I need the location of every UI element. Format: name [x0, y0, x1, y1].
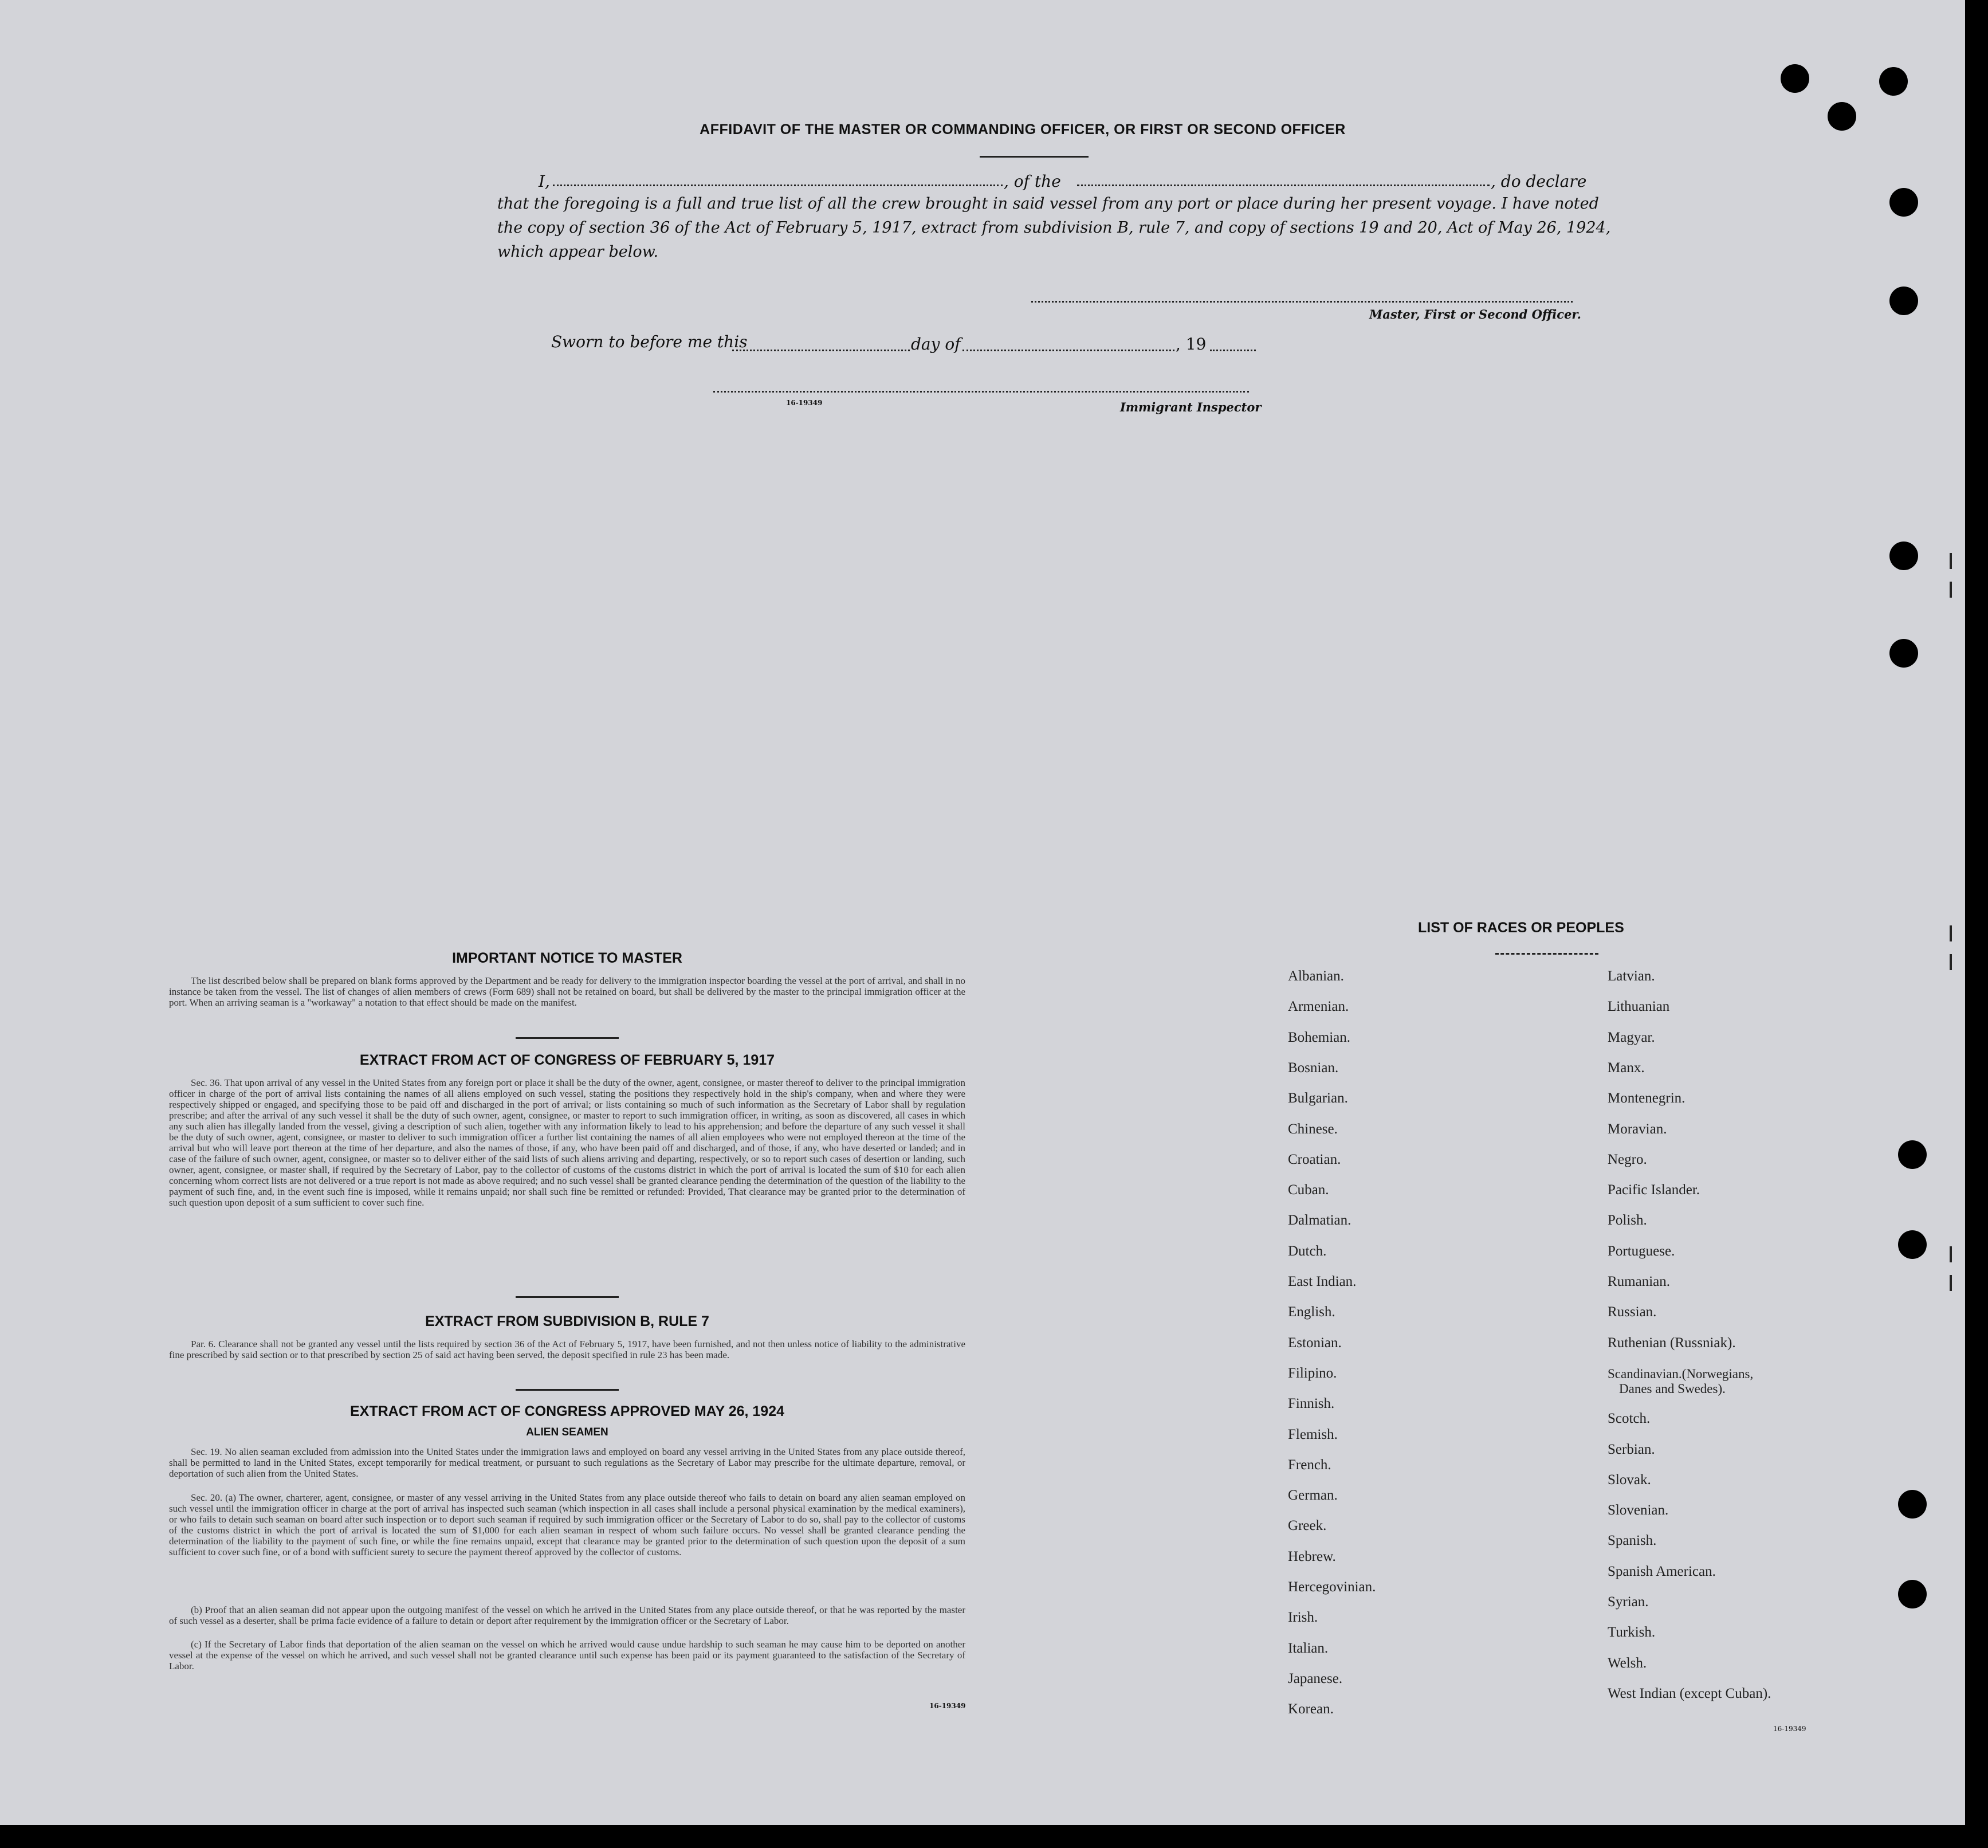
extract-1924-sec20b: (b) Proof that an alien seaman did not appear upon the outgoing manifest of the vessel on which he arrived in the United States from any place outside thereof, or that he was reported by the master of such vessel as a deserter, shall be prima facie evidence of a failure to detain or deport after requirement by the immigration officer or the Secretary of Labor.	[169, 1604, 965, 1626]
punch-hole	[1889, 542, 1918, 570]
race-list-item: Filipino.	[1288, 1365, 1337, 1381]
day-blank[interactable]	[732, 350, 910, 351]
race-list-item: Welsh.	[1608, 1655, 1647, 1671]
punch-hole	[1879, 67, 1908, 96]
divider	[516, 1389, 619, 1391]
vessel-blank[interactable]	[1077, 185, 1490, 186]
race-list-item: Bulgarian.	[1288, 1090, 1348, 1107]
race-list-item: Rumanian.	[1608, 1274, 1671, 1289]
race-list-item: Slovak.	[1608, 1472, 1651, 1488]
punch-hole	[1898, 1230, 1927, 1259]
affidavit-line: the copy of section 36 of the Act of February 5, 1917, extract from subdivision B, rule 7, and copy of sections 19 and 20, Act of May 26, 1924,	[497, 219, 1611, 237]
race-list-item: Portuguese.	[1608, 1243, 1675, 1259]
form-number: 16-19349	[929, 1702, 966, 1710]
race-list-item: Finnish.	[1288, 1396, 1335, 1412]
alien-seamen-subtitle: ALIEN SEAMEN	[526, 1426, 608, 1438]
race-list-item: Dalmatian.	[1288, 1213, 1351, 1229]
race-list-item: Moravian.	[1608, 1121, 1667, 1137]
affidavit-title: AFFIDAVIT OF THE MASTER OR COMMANDING OFFICER, OR FIRST OR SECOND OFFICER	[700, 121, 1346, 138]
rule7-text: Par. 6. Clearance shall not be granted any vessel until the lists required by section 36 of the Act of February 5, 1917, have been furnished, and not then unless notice of liability to the administrative fine prescribed by said section or to that prescribed by section 25 of said act having been served, the deposit specified in rule 23 has been made.	[169, 1339, 965, 1360]
extract-1917-title: EXTRACT FROM ACT OF CONGRESS OF FEBRUARY 5, 1917	[359, 1052, 775, 1068]
edge-mark	[1950, 954, 1952, 970]
race-list-item: Negro.	[1608, 1151, 1647, 1167]
race-list-item: Irish.	[1288, 1610, 1318, 1626]
edge-mark	[1950, 553, 1952, 569]
race-list-item: Spanish American.	[1608, 1563, 1716, 1579]
race-list-item: Hebrew.	[1288, 1548, 1336, 1564]
race-list-item: Bosnian.	[1288, 1060, 1339, 1076]
affidavit-line: which appear below.	[497, 243, 659, 261]
divider	[1495, 953, 1598, 955]
year-label: , 19	[1176, 335, 1207, 354]
race-list-item: Armenian.	[1288, 999, 1349, 1015]
race-list-item: Lithuanian	[1608, 999, 1670, 1015]
punch-hole	[1898, 1490, 1927, 1519]
race-list-item: Serbian.	[1608, 1441, 1655, 1457]
punch-hole	[1898, 1580, 1927, 1608]
race-list-item: Japanese.	[1288, 1670, 1343, 1686]
divider	[980, 156, 1089, 158]
extract-1917-text: Sec. 36. That upon arrival of any vessel in the United States from any foreign port or place it shall be the duty of the owner, agent, consignee, or master thereof to deliver to the principal immigration officer in charge of the port of arrival lists containing the names of all aliens employed on such vessel, stating the positions they respectively hold in the ship's company, when and where they were respectively shipped or engaged, and specifying those to be paid off and discharged in the port of arrival; or lists containing so much of such information as the Secretary of Labor shall by regulation prescribe; and after the arrival of any such vessel it shall be the duty of such owner, agent, consignee, or master to report to such immigration officer, in writing, as soon as discovered, all cases in which any such alien has illegally landed from the vessel, giving a description of such alien, together with any information likely to lead to his apprehension; and before the departure of any such vessel it shall be the duty of such owner, agent, consignee, or master to deliver to such immigration officer a further list containing the names of all alien employees who were not employed thereon at the time of the arrival but who will leave port thereon at the time of her departure, and also the names of those, if any, who have been paid off and discharged, and of those, if any, who have deserted or landed; and in case of the failure of such owner, agent, consignee, or master so to deliver either of the said lists of such aliens arriving and departing, respectively, or so to report such cases of desertion or landing, such owner, agent, consignee, or master shall, if required by the Secretary of Labor, pay to the collector of customs of the customs district in which the port of arrival is located the sum of $10 for each alien concerning whom correct lists are not delivered or a true report is not made as above required; and no such vessel shall be granted clearance pending the determination of the question of the liability to the payment of such fine, and, in the event such fine is imposed, while it remains unpaid; nor shall such fine be remitted or refunded: Provided, That clearance may be granted prior to the determination of such question upon deposit of a sum sufficient to cover such fine.	[169, 1077, 965, 1208]
punch-hole	[1781, 64, 1809, 93]
sworn-label: Sworn to before me this	[551, 332, 748, 351]
rule7-title: EXTRACT FROM SUBDIVISION B, RULE 7	[425, 1313, 709, 1329]
race-list-item: Italian.	[1288, 1640, 1329, 1656]
race-list-item: Estonian.	[1288, 1335, 1342, 1351]
punch-hole	[1889, 188, 1918, 217]
race-list-item: Korean.	[1288, 1701, 1334, 1717]
edge-mark	[1950, 1246, 1952, 1262]
race-list-item: Croatian.	[1288, 1151, 1341, 1167]
notice-title: IMPORTANT NOTICE TO MASTER	[452, 950, 682, 966]
extract-1924-sec19: Sec. 19. No alien seaman excluded from admission into the United States under the immigration laws and employed on board any vessel arriving in the United States from any place outside thereof, shall be permitted to land in the United States, except temporarily for medical treatment, or pursuant to such regulations as the Secretary of Labor may prescribe for the ultimate departure, removal, or deportation of such alien from the United States.	[169, 1446, 965, 1479]
race-list-item: Manx.	[1608, 1060, 1645, 1076]
race-list-item: Albanian.	[1288, 968, 1344, 984]
race-list-item: East Indian.	[1288, 1274, 1357, 1289]
edge-mark	[1950, 925, 1952, 941]
day-of-label: day of	[911, 335, 961, 354]
month-blank[interactable]	[962, 350, 1174, 351]
affidavit-line: that the foregoing is a full and true list of all the crew brought in said vessel from any port or place during her present voyage. I have noted	[497, 195, 1599, 213]
race-list-item: Ruthenian (Russniak).	[1608, 1335, 1736, 1351]
edge-mark	[1950, 582, 1952, 598]
race-list-item: Dutch.	[1288, 1243, 1327, 1259]
extract-1924-title: EXTRACT FROM ACT OF CONGRESS APPROVED MAY 26, 1924	[349, 1403, 785, 1419]
race-list-item: English.	[1288, 1304, 1335, 1320]
race-list-item: Danes and Swedes).	[1619, 1381, 1726, 1396]
divider	[516, 1037, 619, 1039]
race-list-item: Cuban.	[1288, 1182, 1329, 1198]
inspector-label: Immigrant Inspector	[1120, 400, 1262, 414]
race-list-item: Flemish.	[1288, 1426, 1338, 1442]
race-list-item: West Indian (except Cuban).	[1608, 1685, 1771, 1701]
extract-1924-sec20c: (c) If the Secretary of Labor finds that deportation of the alien seaman on the vessel on which he arrived would cause undue hardship to such seaman he may cause him to be deported on another vessel at the expense of the vessel on which he arrived, and such vessel shall not be granted clearance until such expense has been paid or its payment guaranteed to the satisfaction of the Secretary of Labor.	[169, 1639, 965, 1672]
affidavit-i: I,	[539, 172, 550, 191]
form-number: 16-19349	[1773, 1725, 1806, 1733]
affidavit-of-the: , of the	[1004, 172, 1061, 191]
year-blank[interactable]	[1210, 350, 1256, 351]
edge-mark	[1950, 1275, 1952, 1291]
race-list-item: Scandinavian.(Norwegians,	[1608, 1366, 1754, 1381]
master-signature-line[interactable]	[1031, 301, 1573, 303]
race-list-item: Turkish.	[1608, 1625, 1656, 1641]
race-list-item: Polish.	[1608, 1213, 1647, 1229]
race-list-item: Chinese.	[1288, 1121, 1338, 1137]
inspector-signature-line[interactable]	[713, 391, 1249, 393]
race-list-item: French.	[1288, 1457, 1331, 1473]
race-list-item: Spanish.	[1608, 1533, 1657, 1549]
race-list-item: Slovenian.	[1608, 1502, 1669, 1519]
notice-text: The list described below shall be prepared on blank forms approved by the Department and be ready for delivery to the immigration inspector boarding the vessel at the port of arrival, and shall in no instance be taken from the vessel. The list of changes of alien members of crews (Form 689) shall not be retained on board, but shall be delivered by the master to the principal immigration officer at the port. When an arriving seaman is a "workaway" a notation to that effect should be made on the manifest.	[169, 975, 965, 1008]
race-list-item: Scotch.	[1608, 1411, 1651, 1427]
race-list-item: German.	[1288, 1488, 1338, 1504]
form-number: 16-19349	[786, 399, 823, 407]
race-list-item: Pacific Islander.	[1608, 1182, 1700, 1198]
race-list-item: Syrian.	[1608, 1594, 1649, 1610]
extract-1924-sec20a: Sec. 20. (a) The owner, charterer, agent, consignee, or master of any vessel arriving in the United States from any place outside thereof who fails to detain on board any alien seaman employed on such vessel until the immigration officer in charge at the port of arrival has inspected such seaman (which inspection in all cases shall include a personal physical examination by the medical examiners), or who fails to detain such seaman on board after such inspection or to deport such seaman if required by such immigration officer or the Secretary of Labor to do so, shall pay to the collector of customs of the customs district in which the port of arrival is located the sum of $1,000 for each alien seaman in respect of whom such failure occurs. No vessel shall be granted clearance pending the determination of the liability to the payment of such fine, or while the fine remains unpaid, except that clearance may be granted prior to the determination of such question upon the deposit of a sum sufficient to cover such fine, or of a bond with sufficient surety to secure the payment thereof approved by the collector of customs.	[169, 1492, 965, 1557]
race-list-item: Bohemian.	[1288, 1029, 1351, 1045]
punch-hole	[1898, 1140, 1927, 1169]
race-list-item: Greek.	[1288, 1518, 1327, 1534]
punch-hole	[1889, 639, 1918, 668]
divider	[516, 1296, 619, 1298]
punch-hole	[1889, 287, 1918, 315]
affidavit-declare: , do declare	[1491, 172, 1587, 191]
race-list-item: Magyar.	[1608, 1029, 1655, 1045]
race-list-item: Latvian.	[1608, 968, 1655, 984]
races-title: LIST OF RACES OR PEOPLES	[1418, 920, 1624, 936]
master-label: Master, First or Second Officer.	[1369, 307, 1581, 321]
race-list-item: Montenegrin.	[1608, 1090, 1686, 1107]
race-list-item: Russian.	[1608, 1304, 1657, 1320]
race-list-item: Hercegovinian.	[1288, 1579, 1376, 1595]
name-blank[interactable]	[553, 185, 1003, 186]
